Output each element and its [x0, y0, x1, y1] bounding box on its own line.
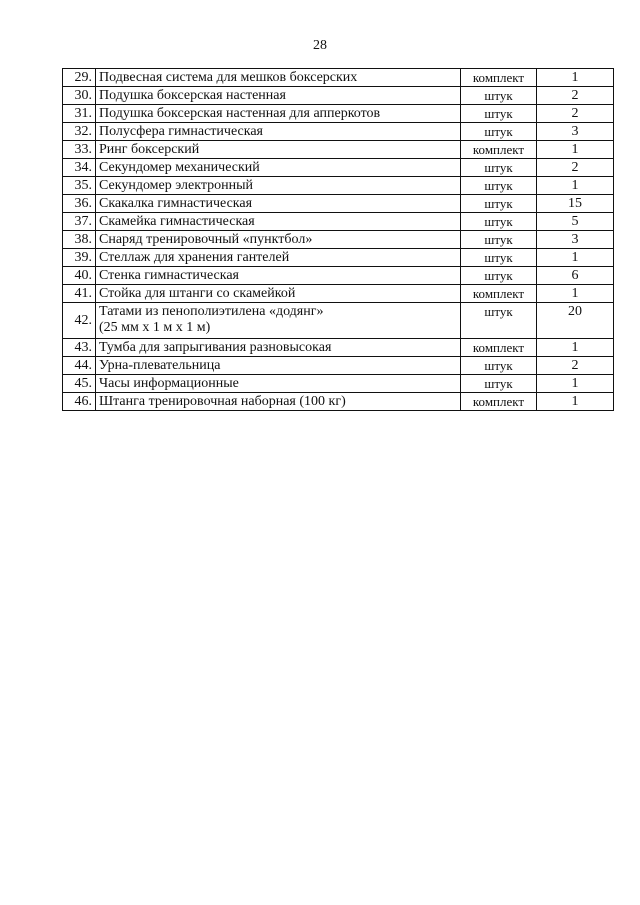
item-unit: штук [461, 303, 537, 339]
item-name: Скамейка гимнастическая [96, 213, 461, 231]
item-quantity: 3 [537, 123, 614, 141]
item-quantity: 1 [537, 393, 614, 411]
item-name: Часы информационные [96, 375, 461, 393]
item-quantity: 1 [537, 141, 614, 159]
item-unit: штук [461, 357, 537, 375]
row-number: 37. [63, 213, 96, 231]
table-row [63, 231, 614, 249]
item-quantity: 1 [537, 339, 614, 357]
table-row [63, 87, 614, 105]
item-unit: штук [461, 195, 537, 213]
item-quantity: 1 [537, 249, 614, 267]
table-row [63, 249, 614, 267]
item-name: Тумба для запрыгивания разновысокая [96, 339, 461, 357]
item-quantity: 2 [537, 159, 614, 177]
row-number: 35. [63, 177, 96, 195]
item-quantity: 1 [537, 177, 614, 195]
table-row [63, 303, 614, 339]
row-number: 40. [63, 267, 96, 285]
table-row [63, 159, 614, 177]
item-quantity: 2 [537, 105, 614, 123]
item-unit: штук [461, 123, 537, 141]
item-unit: комплект [461, 285, 537, 303]
item-name: Подушка боксерская настенная для апперкотов [96, 105, 461, 123]
item-unit: комплект [461, 393, 537, 411]
row-number: 33. [63, 141, 96, 159]
row-number: 44. [63, 357, 96, 375]
table-row [63, 177, 614, 195]
table-row [63, 357, 614, 375]
item-quantity: 6 [537, 267, 614, 285]
item-quantity: 5 [537, 213, 614, 231]
item-quantity: 20 [537, 303, 614, 339]
row-number: 34. [63, 159, 96, 177]
item-unit: штук [461, 213, 537, 231]
item-quantity: 1 [537, 375, 614, 393]
item-quantity: 3 [537, 231, 614, 249]
row-number: 36. [63, 195, 96, 213]
item-unit: штук [461, 231, 537, 249]
item-unit: штук [461, 159, 537, 177]
table-row [63, 195, 614, 213]
item-name: Полусфера гимнастическая [96, 123, 461, 141]
item-name: Секундомер электронный [96, 177, 461, 195]
item-name: Скакалка гимнастическая [96, 195, 461, 213]
item-name: Штанга тренировочная наборная (100 кг) [96, 393, 461, 411]
table-row [63, 285, 614, 303]
item-unit: комплект [461, 141, 537, 159]
table-row [63, 69, 614, 87]
item-unit: штук [461, 249, 537, 267]
item-name: Секундомер механический [96, 159, 461, 177]
table-row [63, 267, 614, 285]
page-number: 28 [313, 38, 327, 53]
row-number: 32. [63, 123, 96, 141]
item-name: Урна-плевательница [96, 357, 461, 375]
item-quantity: 2 [537, 357, 614, 375]
table-row [63, 141, 614, 159]
row-number: 38. [63, 231, 96, 249]
table-row [63, 123, 614, 141]
item-quantity: 15 [537, 195, 614, 213]
item-quantity: 2 [537, 87, 614, 105]
item-name: Стеллаж для хранения гантелей [96, 249, 461, 267]
table-row [63, 375, 614, 393]
row-number: 45. [63, 375, 96, 393]
table-row [63, 213, 614, 231]
item-name-line: (25 мм х 1 м х 1 м) [99, 320, 211, 335]
item-name: Подушка боксерская настенная [96, 87, 461, 105]
item-unit: комплект [461, 339, 537, 357]
row-number: 41. [63, 285, 96, 303]
table-row [63, 339, 614, 357]
table-row [63, 393, 614, 411]
item-unit: штук [461, 105, 537, 123]
item-unit: комплект [461, 69, 537, 87]
item-name-line: Татами из пенополиэтилена «додянг» [99, 304, 324, 319]
item-name: Подвесная система для мешков боксерских [96, 69, 461, 87]
item-name: Снаряд тренировочный «пунктбол» [96, 231, 461, 249]
row-number: 42. [63, 303, 96, 339]
row-number: 29. [63, 69, 96, 87]
item-quantity: 1 [537, 285, 614, 303]
row-number: 30. [63, 87, 96, 105]
item-unit: штук [461, 375, 537, 393]
row-number: 46. [63, 393, 96, 411]
row-number: 31. [63, 105, 96, 123]
item-name: Стенка гимнастическая [96, 267, 461, 285]
row-number: 39. [63, 249, 96, 267]
item-name: Стойка для штанги со скамейкой [96, 285, 461, 303]
row-number: 43. [63, 339, 96, 357]
equipment-table [62, 68, 614, 411]
item-unit: штук [461, 267, 537, 285]
item-unit: штук [461, 87, 537, 105]
table-row [63, 105, 614, 123]
item-quantity: 1 [537, 69, 614, 87]
item-unit: штук [461, 177, 537, 195]
item-name [96, 303, 461, 339]
item-name: Ринг боксерский [96, 141, 461, 159]
